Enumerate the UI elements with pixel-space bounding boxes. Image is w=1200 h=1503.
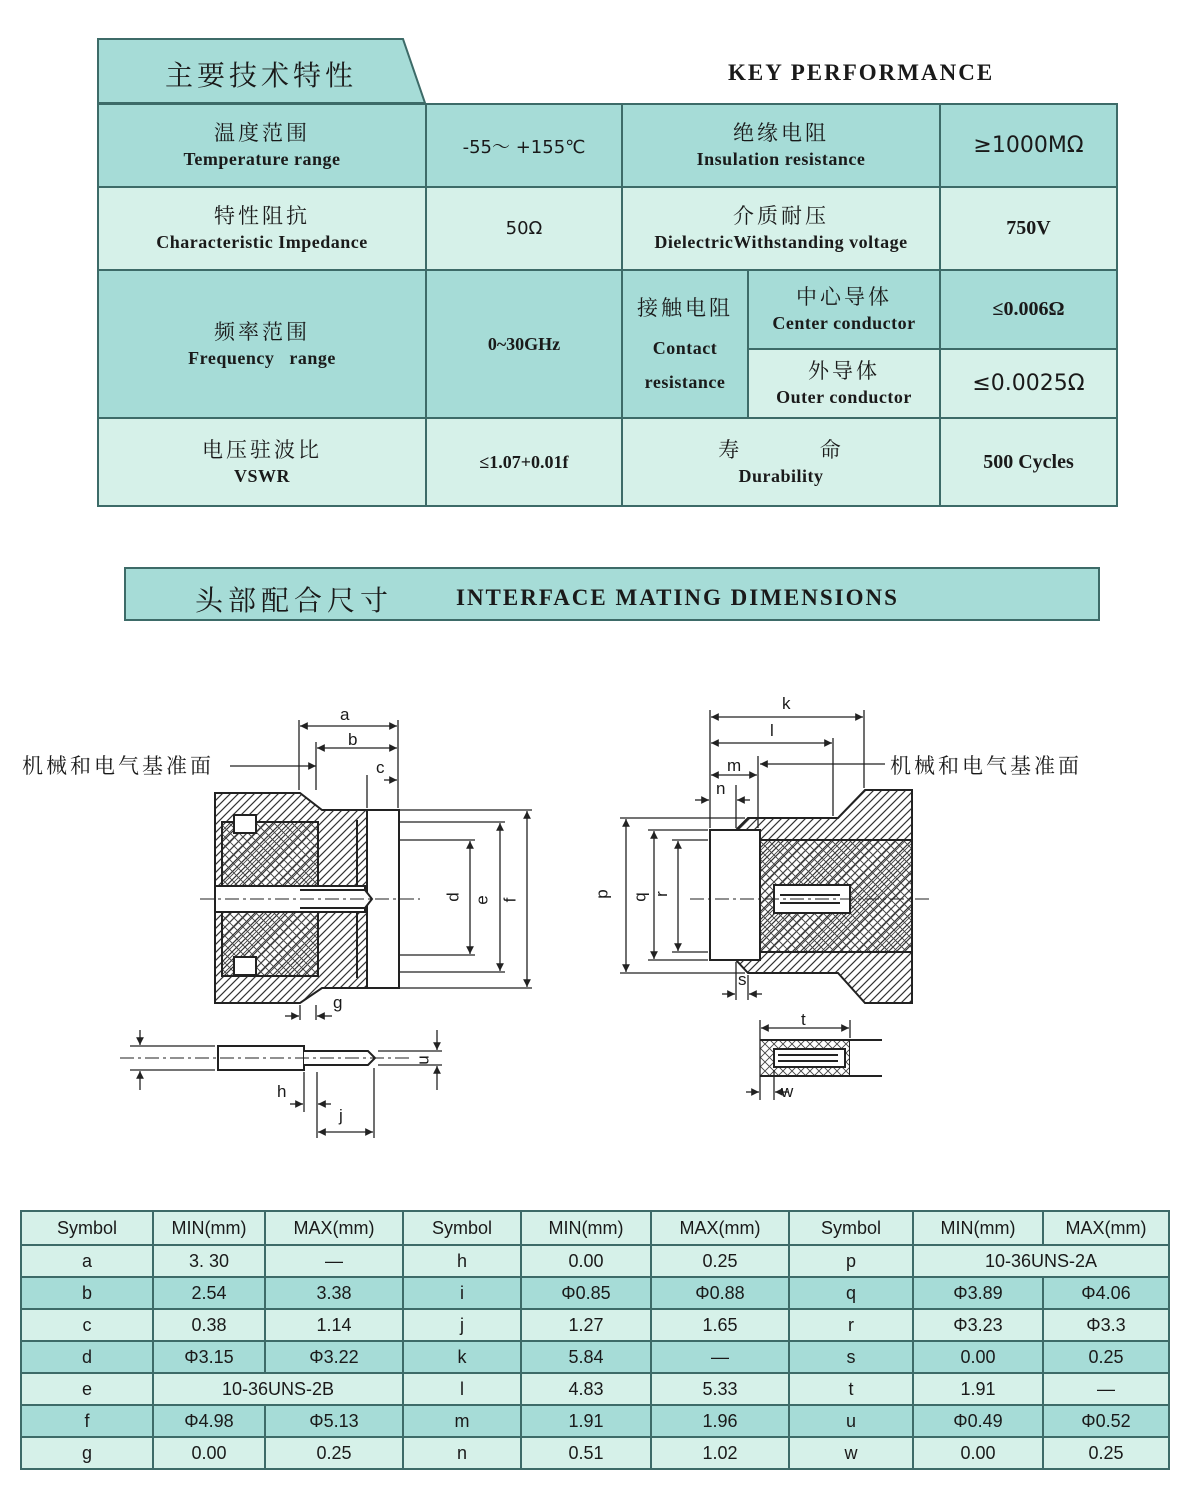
temperature-value: -55～ +155℃ xyxy=(426,104,622,187)
perf-row-temperature xyxy=(98,104,1117,187)
vswr-label: 电压驻波比 VSWR xyxy=(98,418,426,506)
dimension-table-header xyxy=(21,1211,1169,1245)
key-performance-title-cn: 主要技术特性 xyxy=(165,59,358,92)
dim-label-r: r xyxy=(651,891,671,897)
dimension-value-cell: 0.25 xyxy=(1043,1341,1169,1373)
dim-label-k: k xyxy=(782,694,791,713)
impedance-label: 特性阻抗 Characteristic Impedance xyxy=(98,187,426,270)
dimension-header-cell: Symbol xyxy=(21,1211,153,1245)
dimension-header-cell: MAX(mm) xyxy=(1043,1211,1169,1245)
dimension-value-cell: 5.84 xyxy=(521,1341,651,1373)
dimension-value-cell: 5.33 xyxy=(651,1373,789,1405)
dimension-value-cell: 3.38 xyxy=(265,1277,403,1309)
dimension-value-cell: Φ3.89 xyxy=(913,1277,1043,1309)
center-conductor-value: ≤0.006Ω xyxy=(940,270,1117,349)
dimension-symbol-cell: f xyxy=(21,1405,153,1437)
dim-label-d: d xyxy=(443,892,463,902)
dimension-value-cell: Φ3.15 xyxy=(153,1341,265,1373)
dimension-value-cell: — xyxy=(265,1245,403,1277)
dimension-row xyxy=(21,1277,1169,1309)
temperature-label: 温度范围 Temperature range xyxy=(98,104,426,187)
dimension-symbol-cell: n xyxy=(403,1437,521,1469)
dim-label-j: j xyxy=(339,1106,343,1125)
dimension-symbol-cell: g xyxy=(21,1437,153,1469)
dimension-value-cell: Φ3.23 xyxy=(913,1309,1043,1341)
outer-conductor-value: ≤0.0025Ω xyxy=(940,349,1117,418)
dimension-value-cell: Φ0.88 xyxy=(651,1277,789,1309)
dimension-value-cell: 4.83 xyxy=(521,1373,651,1405)
center-conductor-label: 中心导体 Center conductor xyxy=(748,270,940,349)
dim-label-p: p xyxy=(592,889,612,899)
dimension-symbol-cell: r xyxy=(789,1309,913,1341)
dim-label-b: b xyxy=(348,730,358,749)
dimension-symbol-cell: w xyxy=(789,1437,913,1469)
durability-label: 寿 命 Durability xyxy=(622,418,940,506)
dimension-value-cell: 1.65 xyxy=(651,1309,789,1341)
dimension-symbol-cell: u xyxy=(789,1405,913,1437)
key-performance-title-en: KEY PERFORMANCE xyxy=(728,60,995,85)
dimension-symbol-cell: s xyxy=(789,1341,913,1373)
dim-label-t: t xyxy=(801,1010,806,1029)
dim-label-n: n xyxy=(716,779,726,798)
frequency-label: 频率范围 Frequency range xyxy=(98,270,426,418)
dimension-value-cell: 10-36UNS-2B xyxy=(153,1373,403,1405)
outer-conductor-label: 外导体 Outer conductor xyxy=(748,349,940,418)
dimension-row xyxy=(21,1341,1169,1373)
dim-label-a: a xyxy=(340,705,350,724)
dim-label-g: g xyxy=(333,993,343,1012)
dimension-symbol-cell: a xyxy=(21,1245,153,1277)
dimension-symbol-cell: t xyxy=(789,1373,913,1405)
dimension-header-cell: Symbol xyxy=(789,1211,913,1245)
dim-label-l: l xyxy=(770,721,774,740)
dim-label-f: f xyxy=(500,897,520,903)
dimension-symbol-cell: q xyxy=(789,1277,913,1309)
plug-drawing xyxy=(690,790,930,1003)
dimension-symbol-cell: l xyxy=(403,1373,521,1405)
dimension-value-cell: 0.00 xyxy=(521,1245,651,1277)
dimension-symbol-cell: b xyxy=(21,1277,153,1309)
dimension-value-cell: Φ3.3 xyxy=(1043,1309,1169,1341)
dimension-value-cell: 0.00 xyxy=(153,1437,265,1469)
dielectric-value: 750V xyxy=(940,187,1117,270)
dimension-value-cell: — xyxy=(1043,1373,1169,1405)
dimension-value-cell: — xyxy=(651,1341,789,1373)
dimension-value-cell: 0.25 xyxy=(651,1245,789,1277)
dimension-value-cell: 3. 30 xyxy=(153,1245,265,1277)
perf-row-frequency-a xyxy=(98,270,1117,349)
dim-label-w: w xyxy=(781,1082,794,1101)
dimension-value-cell: Φ4.98 xyxy=(153,1405,265,1437)
dimension-value-cell: 1.14 xyxy=(265,1309,403,1341)
reference-plane-label-right: 机械和电气基准面 xyxy=(890,754,1082,778)
dimension-value-cell: 1.91 xyxy=(521,1405,651,1437)
dimension-row xyxy=(21,1309,1169,1341)
interface-drawings xyxy=(0,640,1200,1160)
dimension-value-cell: Φ0.52 xyxy=(1043,1405,1169,1437)
dimension-value-cell: Φ0.85 xyxy=(521,1277,651,1309)
dimension-symbol-cell: e xyxy=(21,1373,153,1405)
socket-drawing xyxy=(760,1040,882,1076)
dimension-row xyxy=(21,1405,1169,1437)
dimension-value-cell: 0.51 xyxy=(521,1437,651,1469)
dimension-header-cell: MIN(mm) xyxy=(913,1211,1043,1245)
dimension-symbol-cell: p xyxy=(789,1245,913,1277)
dimension-symbol-cell: i xyxy=(403,1277,521,1309)
dimension-value-cell: 10-36UNS-2A xyxy=(913,1245,1169,1277)
dimension-value-cell: 1.27 xyxy=(521,1309,651,1341)
dimension-value-cell: 1.96 xyxy=(651,1405,789,1437)
insulation-value: ≥1000MΩ xyxy=(940,104,1117,187)
dimension-symbol-cell: m xyxy=(403,1405,521,1437)
dimension-symbol-cell: d xyxy=(21,1341,153,1373)
dimension-table xyxy=(20,1210,1170,1470)
dimension-row xyxy=(21,1373,1169,1405)
dimension-symbol-cell: j xyxy=(403,1309,521,1341)
dimension-header-cell: MIN(mm) xyxy=(521,1211,651,1245)
dimension-value-cell: 0.00 xyxy=(913,1341,1043,1373)
dimension-header-cell: MAX(mm) xyxy=(651,1211,789,1245)
dimension-header-cell: Symbol xyxy=(403,1211,521,1245)
durability-value: 500 Cycles xyxy=(940,418,1117,506)
dim-label-s: s xyxy=(738,970,747,989)
dimension-value-cell: Φ0.49 xyxy=(913,1405,1043,1437)
reference-plane-label-left: 机械和电气基准面 xyxy=(22,754,214,778)
vswr-value: ≤1.07+0.01f xyxy=(426,418,622,506)
interface-title-en: INTERFACE MATING DIMENSIONS xyxy=(456,585,899,610)
frequency-value: 0~30GHz xyxy=(426,270,622,418)
dimension-symbol-cell: h xyxy=(403,1245,521,1277)
dimension-header-cell: MAX(mm) xyxy=(265,1211,403,1245)
insulation-label: 绝缘电阻 Insulation resistance xyxy=(622,104,940,187)
perf-row-vswr xyxy=(98,418,1117,506)
dimension-header-cell: MIN(mm) xyxy=(153,1211,265,1245)
dimension-row xyxy=(21,1437,1169,1469)
dim-label-u: u xyxy=(413,1055,433,1065)
dimension-value-cell: Φ3.22 xyxy=(265,1341,403,1373)
dimension-value-cell: Φ5.13 xyxy=(265,1405,403,1437)
dimension-value-cell: Φ4.06 xyxy=(1043,1277,1169,1309)
dimension-value-cell: 0.00 xyxy=(913,1437,1043,1469)
dim-label-h: h xyxy=(277,1082,287,1101)
dim-label-q: q xyxy=(630,892,650,902)
dimension-value-cell: 0.25 xyxy=(1043,1437,1169,1469)
jack-drawing xyxy=(200,793,420,1003)
impedance-value: 50Ω xyxy=(426,187,622,270)
contact-resistance-label: 接触电阻 Contact resistance xyxy=(622,270,748,418)
dimension-value-cell: 0.38 xyxy=(153,1309,265,1341)
perf-row-impedance xyxy=(98,187,1117,270)
dimension-symbol-cell: k xyxy=(403,1341,521,1373)
performance-table xyxy=(97,103,1118,507)
dim-label-c: c xyxy=(376,758,385,777)
dimension-value-cell: 1.91 xyxy=(913,1373,1043,1405)
dim-label-m: m xyxy=(727,756,742,775)
dimension-value-cell: 1.02 xyxy=(651,1437,789,1469)
dimension-value-cell: 2.54 xyxy=(153,1277,265,1309)
dimension-symbol-cell: c xyxy=(21,1309,153,1341)
interface-title-cn: 头部配合尺寸 xyxy=(195,584,394,617)
pin-drawing xyxy=(120,1046,410,1070)
dimension-value-cell: 0.25 xyxy=(265,1437,403,1469)
dielectric-label: 介质耐压 DielectricWithstanding voltage xyxy=(622,187,940,270)
dim-label-e: e xyxy=(472,895,492,905)
dimension-row xyxy=(21,1245,1169,1277)
